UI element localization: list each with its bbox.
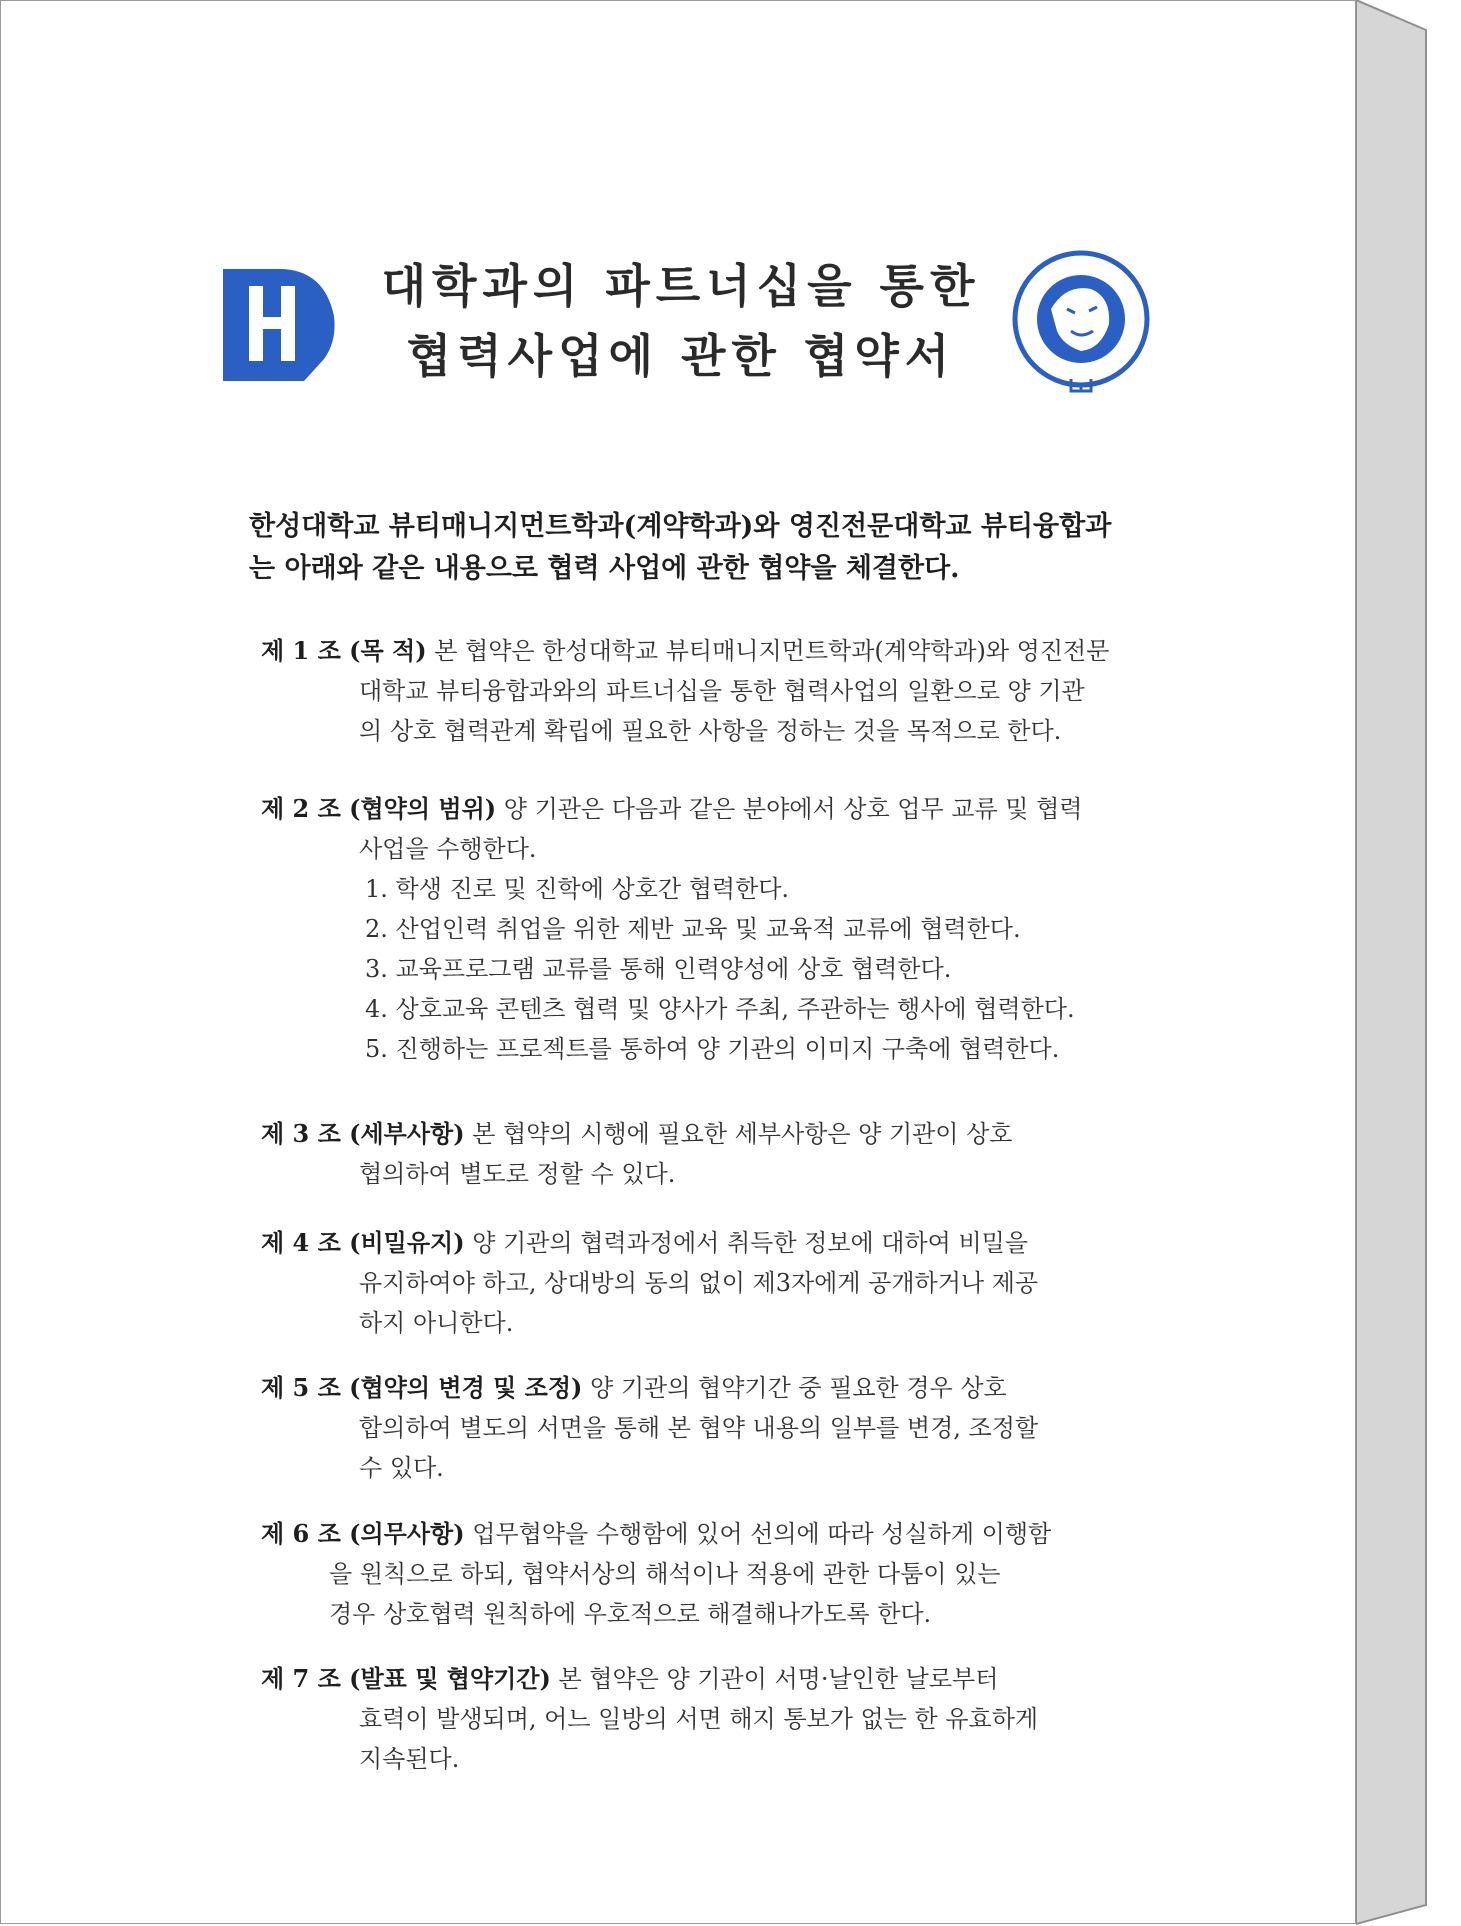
article-2 — [261, 789, 1141, 1069]
hansung-university-logo — [219, 241, 384, 396]
article-1 — [261, 631, 1141, 751]
intro-line-1: 한성대학교 뷰티매니지먼트학과(계약학과)와 영진전문대학교 뷰티융합과 — [249, 511, 1112, 542]
intro-paragraph — [249, 506, 1139, 590]
article-text: 을 원칙으로 하되, 협약서상의 해석이나 적용에 관한 다툼이 있는 — [329, 1560, 1001, 1588]
intro-line-2: 는 아래와 같은 내용으로 협력 사업에 관한 협약을 체결한다. — [249, 553, 960, 584]
article-label: 제 4 조 (비밀유지) — [261, 1228, 465, 1257]
article-text: 양 기관의 협약기간 중 필요한 경우 상호 — [582, 1374, 1007, 1402]
article-3 — [261, 1114, 1141, 1194]
list-item: 1. 학생 진로 및 진학에 상호간 협력한다. — [365, 875, 790, 903]
article-label: 제 1 조 (목 적) — [261, 636, 427, 665]
article-text: 합의하여 별도의 서면을 통해 본 협약 내용의 일부를 변경, 조정할 — [359, 1414, 1039, 1442]
list-item: 4. 상호교육 콘텐츠 협력 및 양사가 주최, 주관하는 행사에 협력한다. — [365, 995, 1075, 1023]
article-text: 협의하여 별도로 정할 수 있다. — [359, 1160, 676, 1188]
yeungjin-university-logo — [1011, 239, 1151, 409]
article-text: 양 기관의 협력과정에서 취득한 정보에 대하여 비밀을 — [464, 1229, 1029, 1257]
article-text: 본 협약은 한성대학교 뷰티매니지먼트학과(계약학과)와 영진전문 — [426, 637, 1110, 665]
article-text: 지속된다. — [359, 1745, 460, 1773]
article-4 — [261, 1223, 1141, 1343]
article-text: 본 협약은 양 기관이 서명·날인한 날로부터 — [550, 1665, 999, 1693]
list-item: 5. 진행하는 프로젝트를 통하여 양 기관의 이미지 구축에 협력한다. — [365, 1035, 1060, 1063]
article-5 — [261, 1368, 1141, 1488]
document-header — [1, 1, 1357, 421]
article-label: 제 2 조 (협약의 범위) — [261, 794, 497, 823]
article-text: 사업을 수행한다. — [359, 835, 537, 863]
article-text: 의 상호 협력관계 확립에 필요한 사항을 정하는 것을 목적으로 한다. — [359, 717, 1062, 745]
title-line-2: 협력사업에 관한 협약서 — [406, 329, 956, 383]
article-text: 수 있다. — [359, 1454, 444, 1482]
list-item: 3. 교육프로그램 교류를 통해 인력양성에 상호 협력한다. — [365, 955, 952, 983]
article-label: 제 6 조 (의무사항) — [261, 1519, 465, 1548]
article-text: 대학교 뷰티융합과와의 파트너십을 통한 협력사업의 일환으로 양 기관 — [359, 677, 1085, 705]
document-title — [381, 251, 981, 391]
title-line-1: 대학과의 파트너십을 통한 — [381, 259, 981, 313]
article-text: 효력이 발생되며, 어느 일방의 서면 해지 통보가 없는 한 유효하게 — [359, 1705, 1039, 1733]
article-label: 제 7 조 (발표 및 협약기간) — [261, 1664, 551, 1693]
article-text: 업무협약을 수행함에 있어 선의에 따라 성실하게 이행함 — [464, 1520, 1052, 1548]
article-label: 제 5 조 (협약의 변경 및 조정) — [261, 1373, 583, 1402]
article-text: 경우 상호협력 원칙하에 우호적으로 해결해나가도록 한다. — [329, 1600, 932, 1628]
list-item: 2. 산업인력 취업을 위한 제반 교육 및 교육적 교류에 협력한다. — [365, 915, 1021, 943]
article-text: 양 기관은 다음과 같은 분야에서 상호 업무 교류 및 협력 — [496, 795, 1083, 823]
article-text: 유지하여야 하고, 상대방의 동의 없이 제3자에게 공개하거나 제공 — [359, 1269, 1039, 1297]
article-7 — [261, 1659, 1141, 1779]
article-text: 하지 아니한다. — [359, 1309, 514, 1337]
article-6 — [261, 1514, 1141, 1634]
article-text: 본 협약의 시행에 필요한 세부사항은 양 기관이 상호 — [464, 1120, 1013, 1148]
article-label: 제 3 조 (세부사항) — [261, 1119, 465, 1148]
